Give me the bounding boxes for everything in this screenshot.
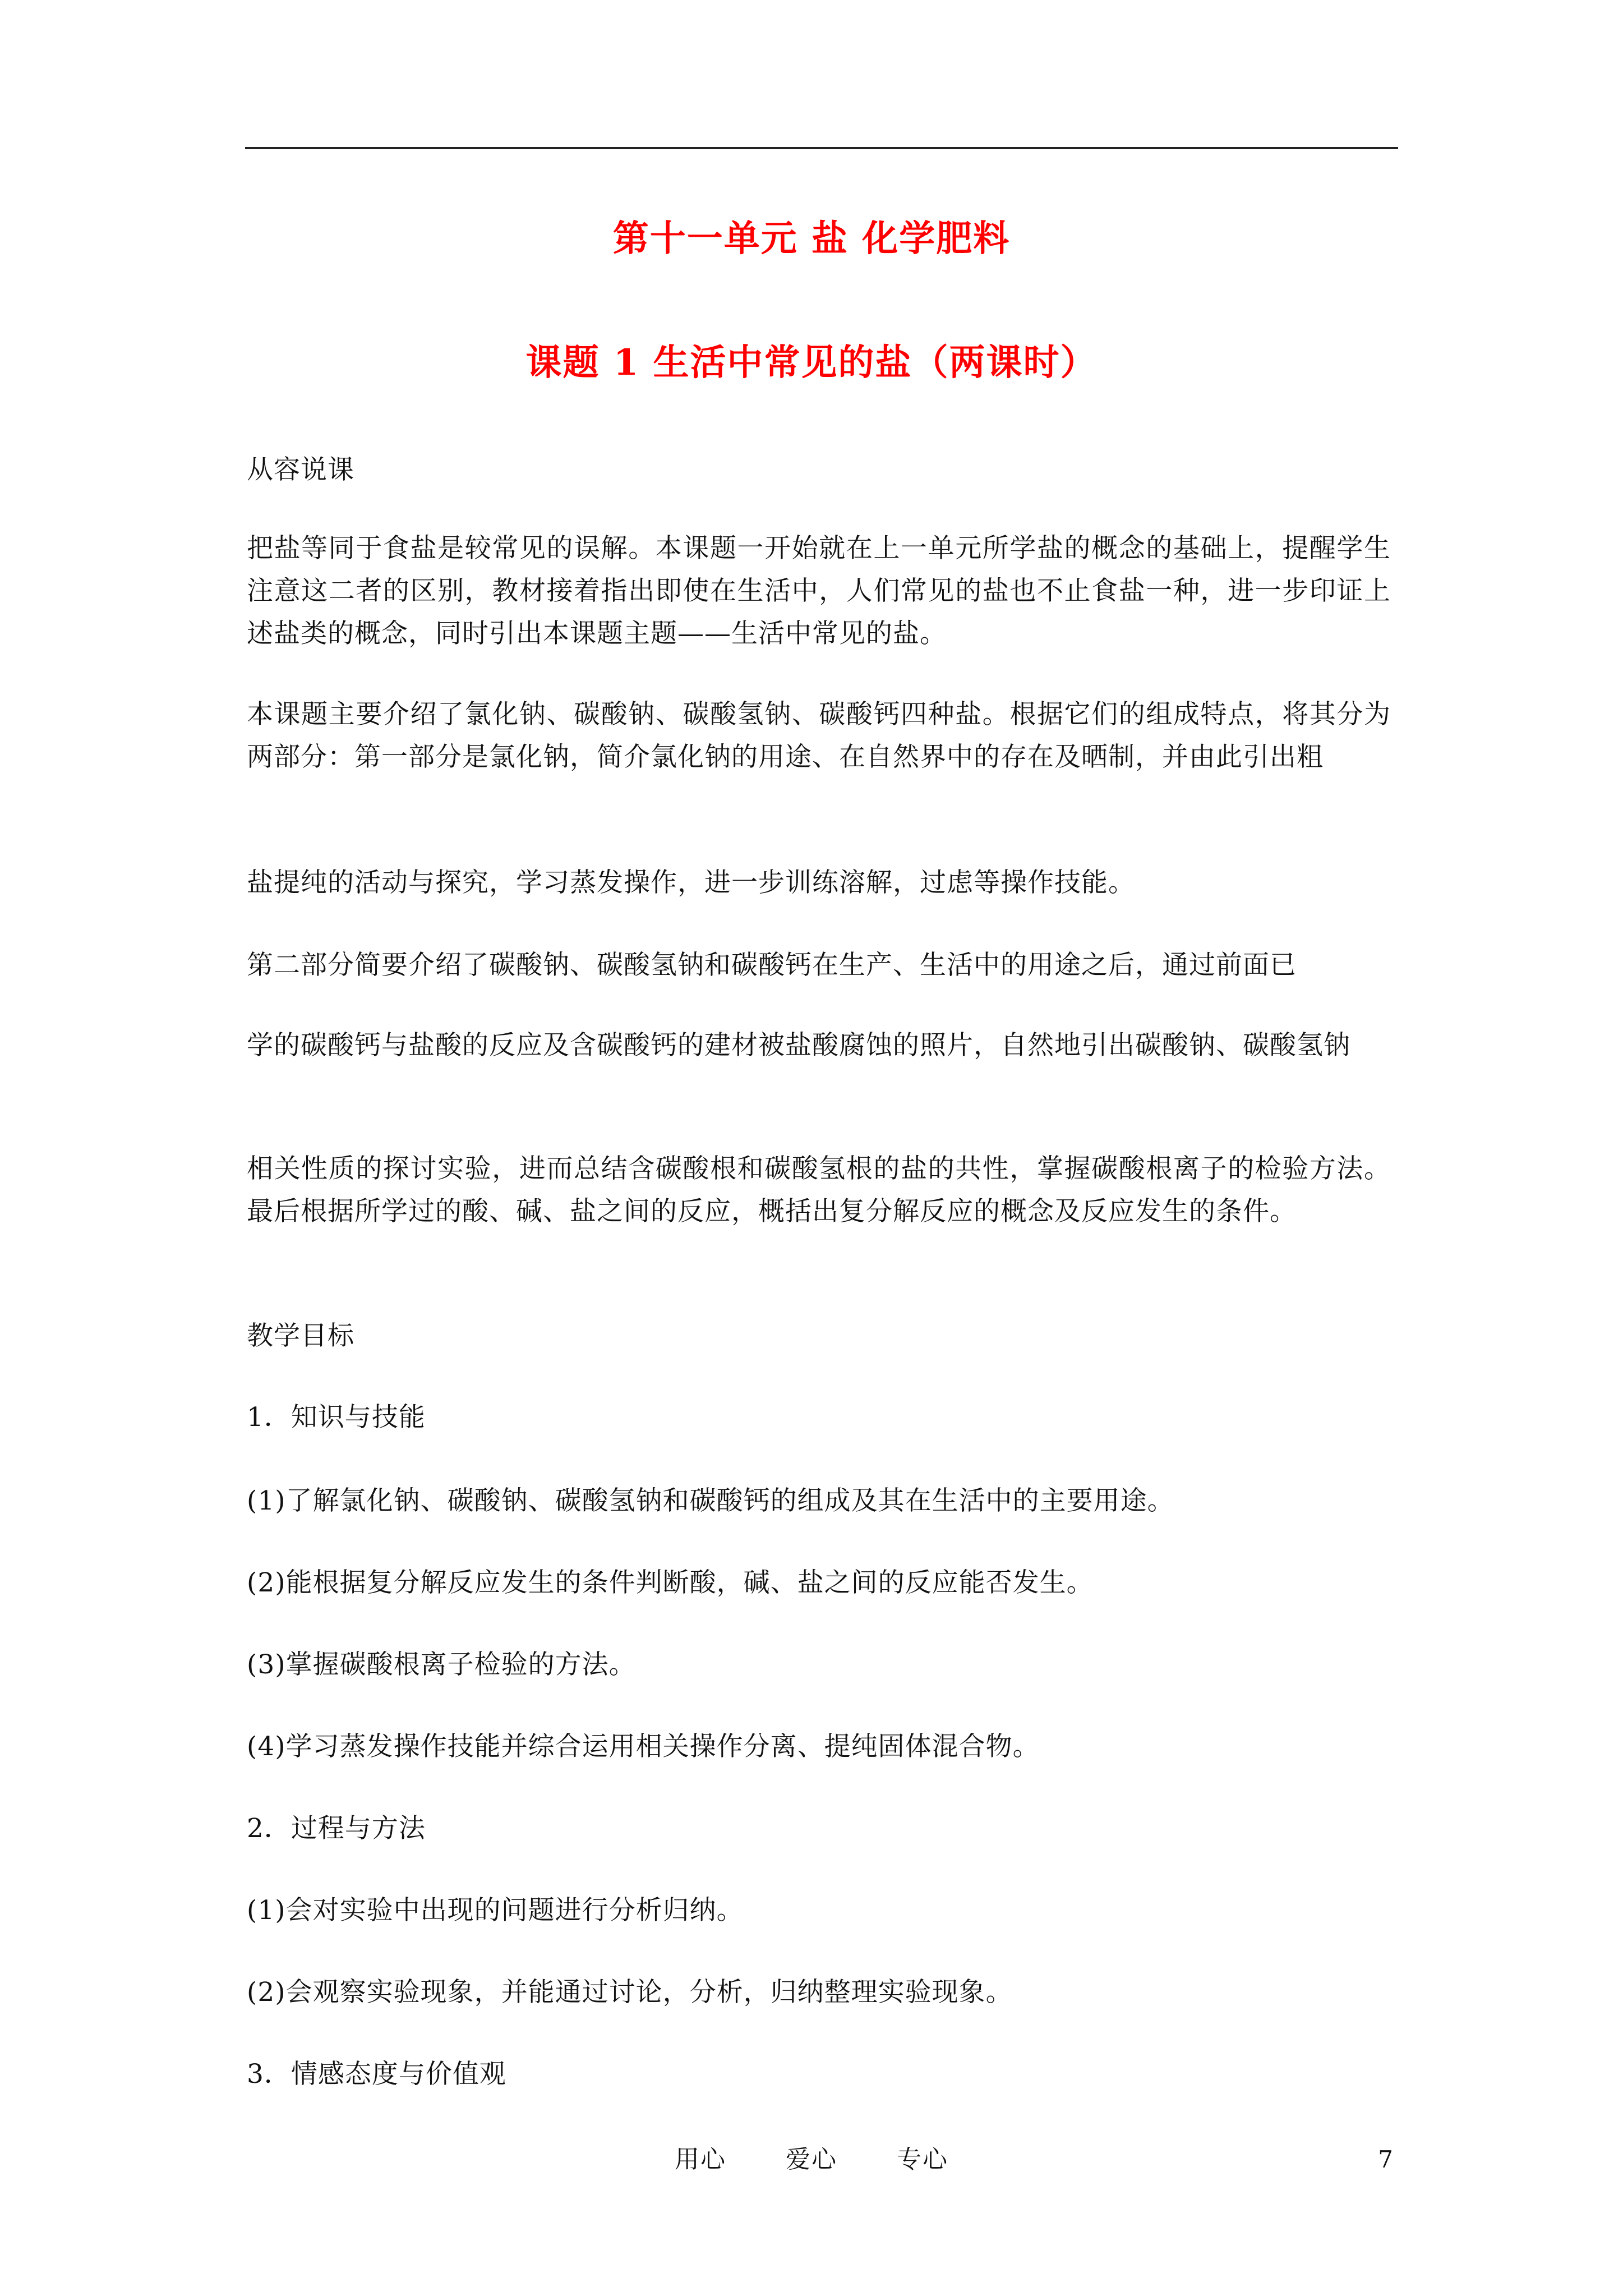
paragraph-part-two: 第二部分简要介绍了碳酸钠、碳酸氢钠和碳酸钙在生产、生活中的用途之后，通过前面已	[247, 950, 1297, 981]
paragraph-properties: 相关性质的探讨实验，进而总结含碳酸根和碳酸氢根的盐的共性，掌握碳酸根离子的检验方法。最后根据所学过的酸、碱、盐之间的反应，概括出复分解反应的概念及反应发生的条件。	[247, 1153, 1391, 1227]
objective-process-heading: 2．过程与方法	[247, 1813, 426, 1844]
objective-item: (4)学习蒸发操作技能并综合运用相关操作分离、提纯固体混合物。	[247, 1731, 1040, 1762]
objective-item: (1)了解氯化钠、碳酸钠、碳酸氢钠和碳酸钙的组成及其在生活中的主要用途。	[247, 1485, 1174, 1516]
section-heading-talk: 从容说课	[247, 454, 354, 485]
lesson-title: 课题 1 生活中常见的盐（两课时）	[525, 342, 1098, 384]
unit-title: 第十一单元 盐 化学肥料	[612, 218, 1011, 260]
paragraph-intro: 把盐等同于食盐是较常见的误解。本课题一开始就在上一单元所学盐的概念的基础上，提醒学生注意这二者的区别，教材接着指出即使在生活中，人们常见的盐也不止食盐一种，进一步印证上述盐类的概念，同时引出本课题主题——生活中常见的盐。	[247, 533, 1391, 649]
paragraph-carbonate-reaction: 学的碳酸钙与盐酸的反应及含碳酸钙的建材被盐酸腐蚀的照片，自然地引出碳酸钠、碳酸氢钠	[247, 1030, 1350, 1061]
objective-item: (2)会观察实验现象，并能通过讨论，分析，归纳整理实验现象。	[247, 1977, 1013, 2008]
objective-attitude-heading: 3．情感态度与价值观	[247, 2059, 506, 2090]
footer-motto: 用心 爱心 专心	[675, 2145, 948, 2174]
objective-item: (2)能根据复分解反应发生的条件判断酸，碱、盐之间的反应能否发生。	[247, 1567, 1094, 1598]
objective-item: (1)会对实验中出现的问题进行分析归纳。	[247, 1895, 744, 1926]
page-number: 7	[1378, 2146, 1393, 2173]
paragraph-overview: 本课题主要介绍了氯化钠、碳酸钠、碳酸氢钠、碳酸钙四种盐。根据它们的组成特点，将其分为两部分：第一部分是氯化钠，简介氯化钠的用途、在自然界中的存在及晒制，并由此引出粗	[247, 699, 1391, 772]
section-heading-objectives: 教学目标	[247, 1320, 354, 1351]
header-rule	[245, 147, 1398, 149]
objective-item: (3)掌握碳酸根离子检验的方法。	[247, 1649, 636, 1680]
paragraph-purification: 盐提纯的活动与探究，学习蒸发操作，进一步训练溶解，过虑等操作技能。	[247, 867, 1135, 898]
objective-knowledge-heading: 1．知识与技能	[247, 1402, 426, 1433]
